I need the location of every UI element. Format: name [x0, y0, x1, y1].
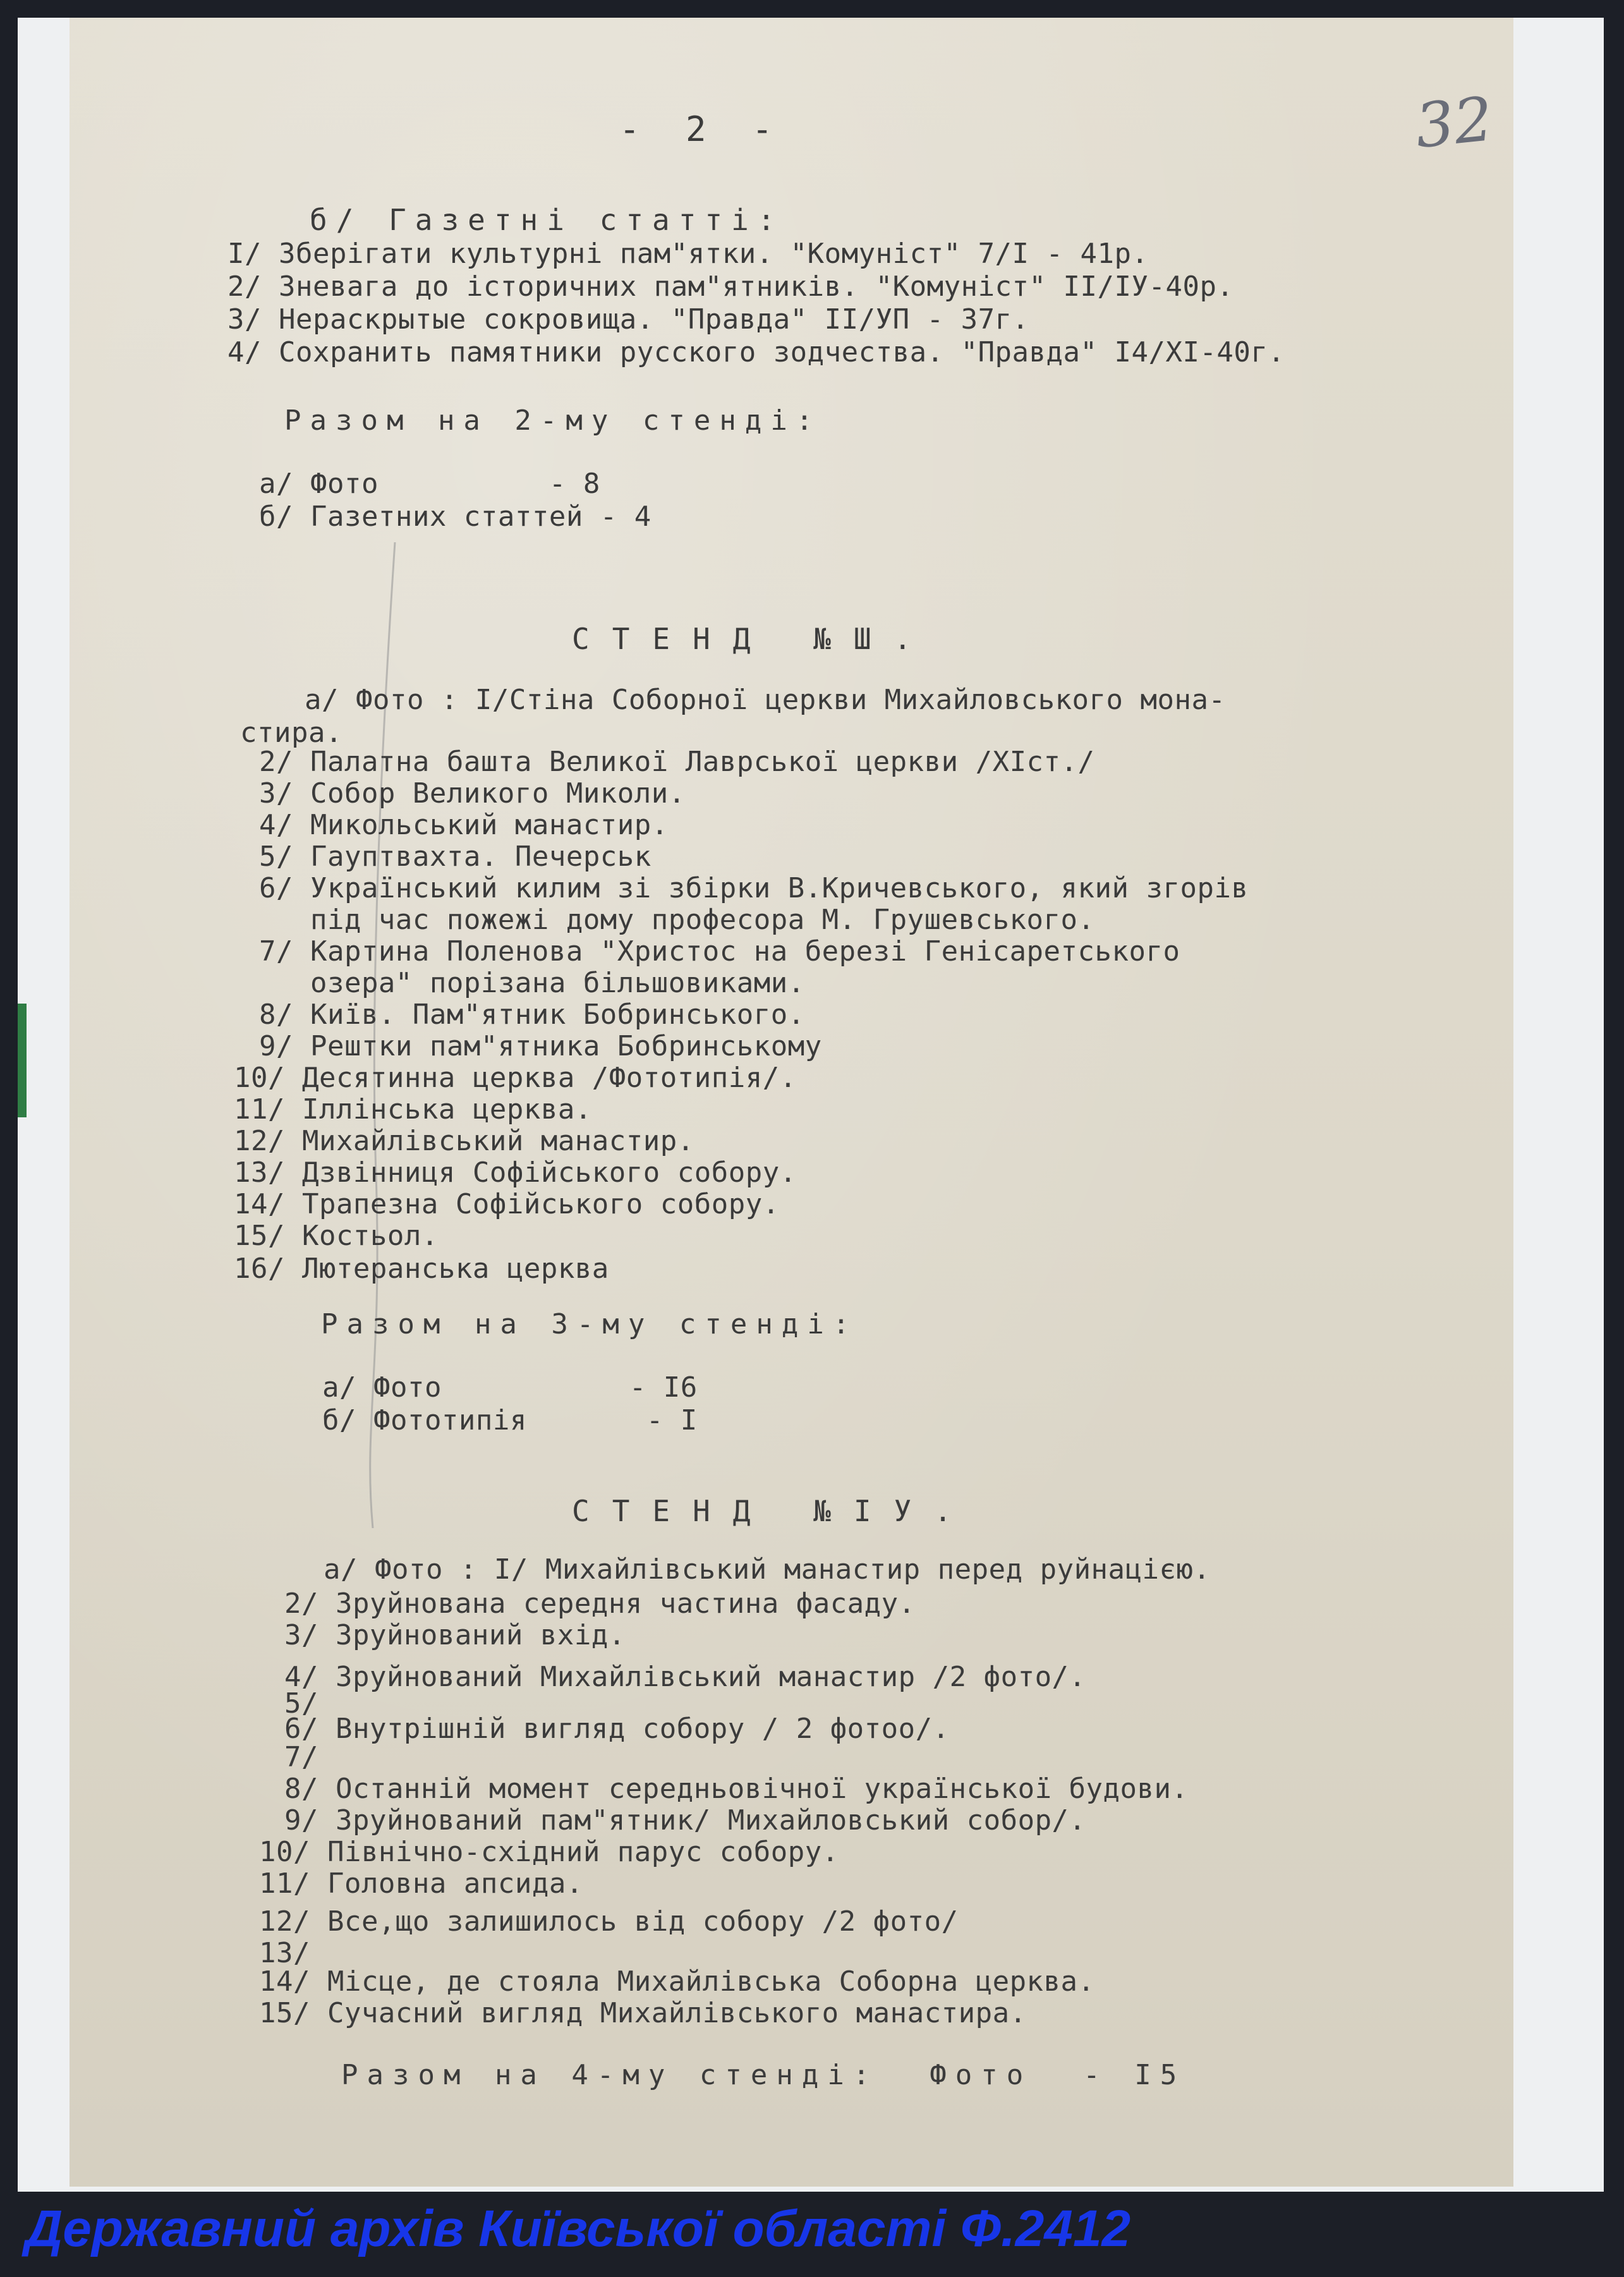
page-number: - 2 - [619, 109, 785, 149]
article-line: 2/ Зневага до історичних пам"ятників. "Комуніст" II/IУ-40р. [227, 270, 1234, 303]
stand-3-title: СТЕНД №Ш. [572, 622, 935, 656]
total-stand-3-label: Разом на 3-му стенді: [321, 1308, 859, 1340]
stand-3-item: 6/ Український килим зі збірки В.Кричевського, який згорів [259, 872, 1249, 904]
stand-3-item: 15/ Костьол. [234, 1220, 439, 1252]
stand-4-item: 3/ Зруйнований вхід. [284, 1619, 626, 1651]
total-stand-3-item: а/ Фото - I6 [322, 1371, 698, 1404]
stand-4-intro: а/ Фото : I/ Михайлівський манастир перед руйнацією. [324, 1553, 1211, 1586]
stand-3-item: 2/ Палатна башта Великої Лаврської церкви /XIст./ [259, 746, 1095, 778]
binding-tab [18, 1004, 27, 1117]
stand-4-item: 11/ Головна апсида. [259, 1867, 583, 1900]
stand-3-item: 9/ Рештки пам"ятника Бобринському [259, 1030, 822, 1062]
stand-4-item: 15/ Сучасний вигляд Михайлівського манастира. [259, 1997, 1027, 2029]
stand-4-item: 8/ Останній момент середньовічної української будови. [284, 1773, 1189, 1805]
total-stand-4: Разом на 4-му стенді: Фото - I5 [341, 2059, 1186, 2091]
stand-3-item: 4/ Микольський манастир. [259, 809, 669, 841]
stand-3-item: 10/ Десятинна церква /Фототипія/. [234, 1062, 797, 1094]
stand-3-item: 13/ Дзвінниця Софійського собору. [234, 1157, 797, 1189]
article-line: 3/ Нераскрытые сокровища. "Правда" II/УП - 37г. [227, 303, 1029, 336]
stand-3-item: озера" порізана більшовиками. [259, 967, 805, 999]
stand-4-item: 9/ Зруйнований пам"ятник/ Михайловський собор/. [284, 1804, 1086, 1837]
stand-4-item: 7/ [284, 1741, 318, 1773]
stand-3-item: під час пожежі дому професора М. Грушевського. [259, 904, 1095, 936]
stand-3-intro: а/ Фото : I/Стіна Соборної церкви Михайловського мона- [305, 684, 1226, 716]
article-line: I/ Зберігати культурні пам"ятки. "Комуніст" 7/I - 41р. [227, 238, 1149, 270]
stand-3-item: 7/ Картина Поленова "Христос на березі Генісаретського [259, 935, 1180, 968]
stand-4-item: 14/ Місце, де стояла Михайлівська Соборна церква. [259, 1965, 1095, 1998]
document-page [70, 18, 1513, 2187]
stand-4-item: 2/ Зруйнована середня частина фасаду. [284, 1588, 916, 1620]
total-stand-2-item: а/ Фото - 8 [259, 468, 600, 500]
stand-3-item: 3/ Собор Великого Миколи. [259, 777, 686, 810]
stand-4-item: 6/ Внутрішній вигляд собору / 2 фотоо/. [284, 1713, 950, 1745]
stand-3-item: 12/ Михайлівський манастир. [234, 1125, 694, 1157]
total-stand-2-item: б/ Газетних статтей - 4 [259, 501, 651, 533]
stand-3-item: 11/ Іллінська церква. [234, 1093, 592, 1126]
stand-3-item: 8/ Київ. Пам"ятник Бобринського. [259, 999, 805, 1031]
stand-4-item: 10/ Північно-східний парус собору. [259, 1836, 839, 1868]
archive-watermark: Державний архів Київської області Ф.2412 [25, 2200, 1131, 2257]
total-stand-2-label: Разом на 2-му стенді: [284, 404, 822, 437]
section-heading-articles: б/ Газетні статті: [310, 203, 784, 237]
archive-folio-number: 32 [1412, 83, 1496, 162]
total-stand-3-item: б/ Фототипія - I [322, 1404, 698, 1436]
stand-3-item: 14/ Трапезна Софійського собору. [234, 1188, 780, 1220]
stand-4-item: 5/ [284, 1687, 318, 1720]
stand-3-intro-cont: стира. [240, 717, 342, 749]
stand-4-title: СТЕНД №IУ. [572, 1494, 974, 1528]
article-line: 4/ Сохранить памятники русского зодчества. "Правда" I4/XI-40г. [227, 336, 1285, 368]
scan-frame [18, 18, 1604, 2192]
stand-4-item: 12/ Все,що залишилось від собору /2 фото/ [259, 1905, 959, 1938]
stand-3-item: 16/ Лютеранська церква [234, 1253, 609, 1285]
stand-4-item: 13/ [259, 1937, 310, 1969]
stand-3-item: 5/ Гауптвахта. Печерськ [259, 841, 651, 873]
stand-4-item: 4/ Зруйнований Михайлівський манастир /2 фото/. [284, 1661, 1086, 1693]
